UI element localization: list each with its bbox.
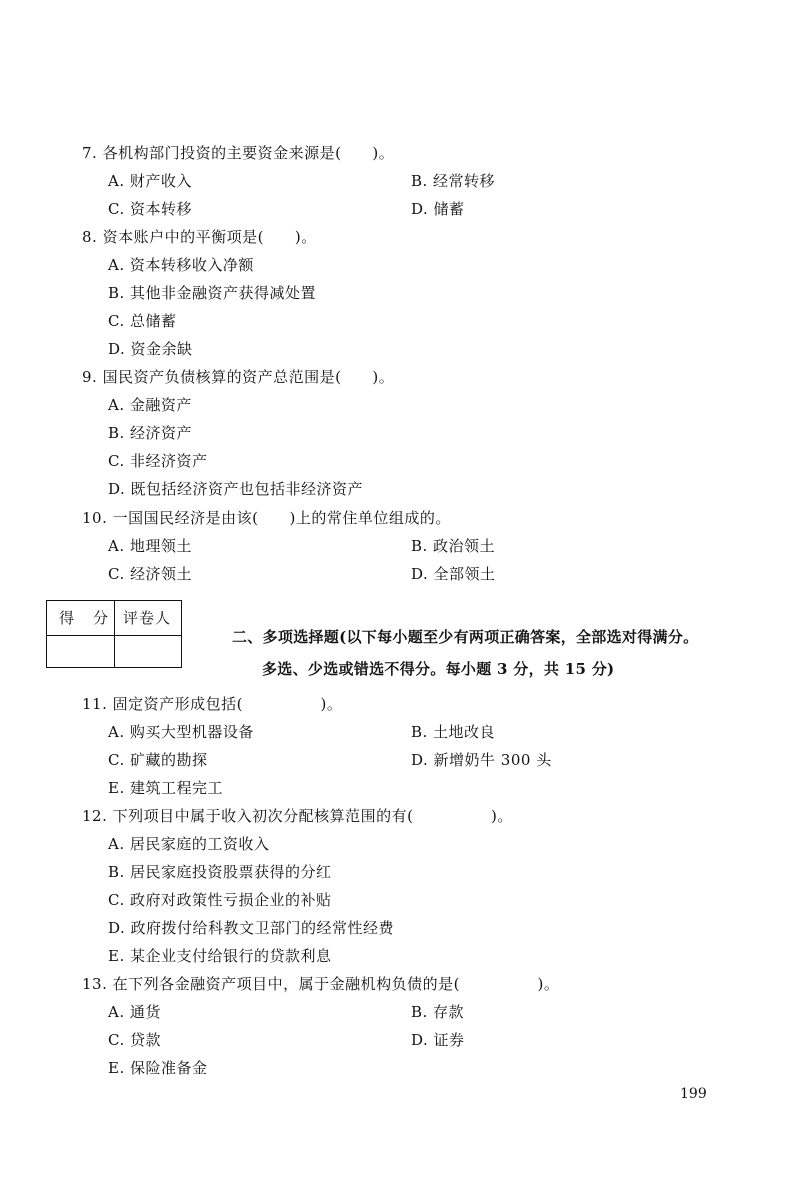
question-8-stem: 8. 资本账户中的平衡项是( )。 [82,228,317,246]
question-11-option-a: A. 购买大型机器设备 [108,723,254,741]
question-12-stem: 12. 下列项目中属于收入初次分配核算范围的有( )。 [82,807,513,825]
question-11-option-d: D. 新增奶牛 300 头 [411,751,552,769]
question-13-stem: 13. 在下列各金融资产项目中，属于金融机构负债的是( )。 [82,975,560,993]
question-8-option-a: A. 资本转移收入净额 [108,256,254,274]
score-table [46,600,182,668]
question-9-option-b: B. 经济资产 [108,424,193,442]
question-8-option-b: B. 其他非金融资产获得减处置 [108,284,317,302]
page-number: 199 [680,1086,707,1102]
section-2-heading: 二、多项选择题(以下每小题至少有两项正确答案，全部选对得满分。 [232,628,699,646]
question-12-option-e: E. 某企业支付给银行的贷款利息 [108,947,332,965]
question-8-option-c: C. 总储蓄 [108,312,177,330]
question-7-option-c: C. 资本转移 [108,200,192,218]
question-12-option-a: A. 居民家庭的工资收入 [108,835,270,853]
question-11-option-c: C. 矿藏的勘探 [108,751,208,769]
question-9-option-c: C. 非经济资产 [108,452,208,470]
question-10-option-c: C. 经济领土 [108,565,192,583]
question-12-option-c: C. 政府对政策性亏损企业的补贴 [108,891,332,909]
score-label: 得 分 [59,609,111,627]
question-10-option-b: B. 政治领土 [411,537,496,555]
question-10-option-d: D. 全部领土 [411,565,496,583]
grader-label: 评卷人 [123,609,172,627]
question-13-option-b: B. 存款 [411,1003,465,1021]
question-13-option-e: E. 保险准备金 [108,1059,208,1077]
question-12-option-d: D. 政府拨付给科教文卫部门的经常性经费 [108,919,395,937]
question-7-stem: 7. 各机构部门投资的主要资金来源是( )。 [82,144,395,162]
question-11-option-b: B. 土地改良 [411,723,496,741]
question-9-option-d: D. 既包括经济资产也包括非经济资产 [108,480,364,498]
question-11-option-e: E. 建筑工程完工 [108,779,223,797]
question-7-option-a: A. 财产收入 [108,172,192,190]
section-2-instructions: 多选、少选或错选不得分。每小题 3 分，共 15 分) [262,660,615,678]
question-7-option-d: D. 储蓄 [411,200,465,218]
question-12-option-b: B. 居民家庭投资股票获得的分红 [108,863,332,881]
question-9-option-a: A. 金融资产 [108,396,192,414]
question-13-option-d: D. 证券 [411,1031,465,1049]
question-13-option-a: A. 通货 [108,1003,161,1021]
score-table-column-divider [114,601,115,667]
question-13-option-c: C. 贷款 [108,1031,161,1049]
question-10-stem: 10. 一国国民经济是由该( )上的常住单位组成的。 [82,509,451,527]
question-7-option-b: B. 经常转移 [411,172,496,190]
question-10-option-a: A. 地理领土 [108,537,192,555]
question-8-option-d: D. 资金余缺 [108,340,193,358]
question-9-stem: 9. 国民资产负债核算的资产总范围是( )。 [82,368,395,386]
question-11-stem: 11. 固定资产形成包括( )。 [82,695,343,713]
